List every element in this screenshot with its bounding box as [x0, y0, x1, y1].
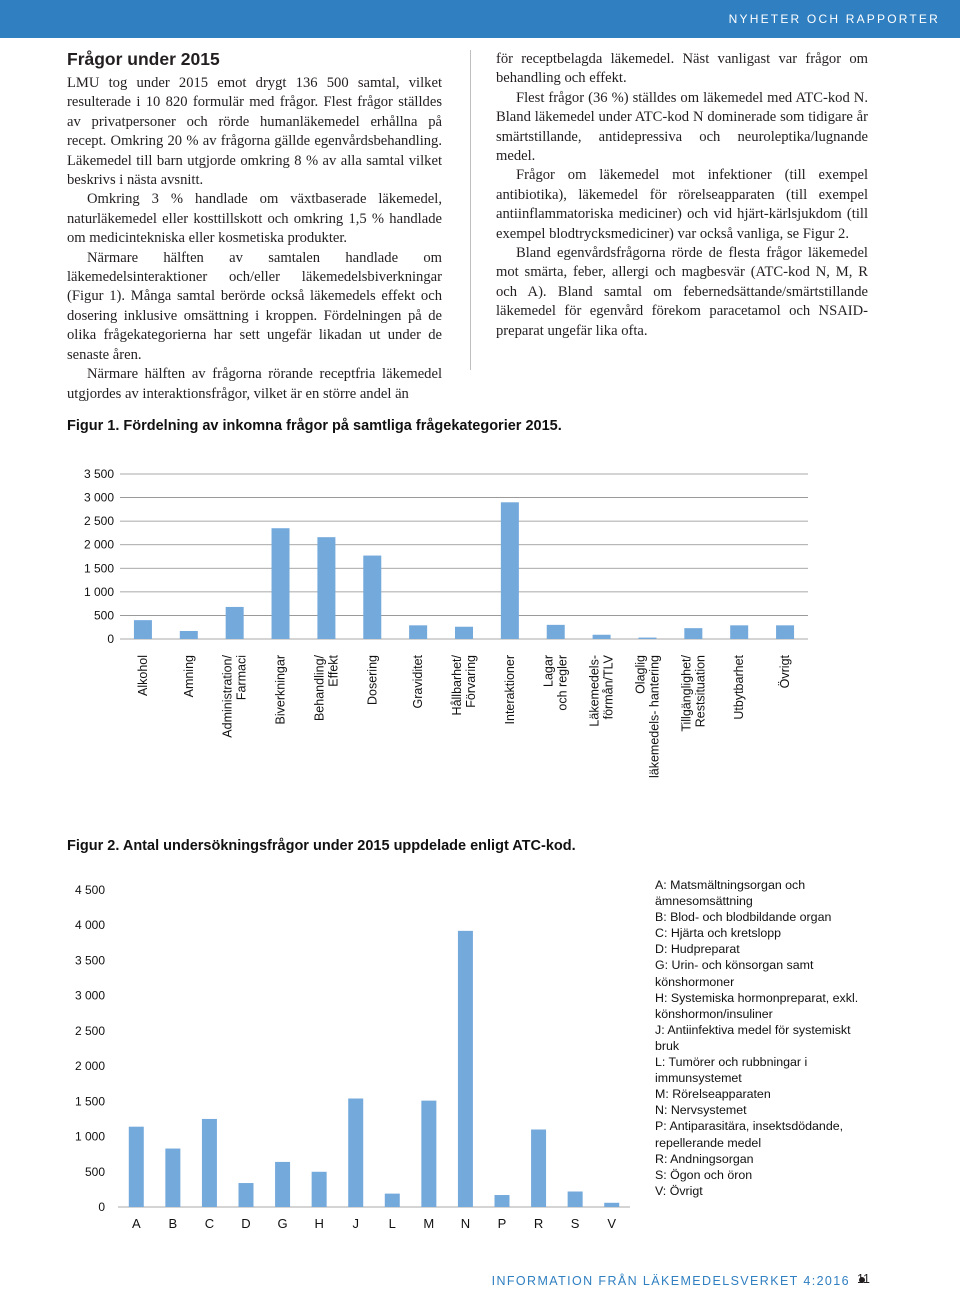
- y-tick-label: 1 500: [74, 1094, 105, 1109]
- x-tick-label-line: Övrigt: [778, 655, 793, 689]
- bar: [165, 1149, 180, 1207]
- bar: [421, 1101, 436, 1207]
- bar: [348, 1099, 363, 1207]
- x-tick-label: [588, 654, 616, 726]
- article-right-column: [496, 50, 868, 341]
- article-paragraph: Omkring 3 % handlade om växtbaserade läkemedel, naturläkemedel eller kosttillskott och omkring 1,5 % handlade om medicintekniska eller kosmetiska produkter.: [67, 191, 442, 247]
- publication-title-text: INFORMATION FRÅN LÄKEMEDELSVERKET 4:2016: [491, 1274, 850, 1288]
- x-tick-label: V: [607, 1216, 617, 1231]
- x-tick-label-line: läkemedels- hantering: [647, 655, 662, 778]
- bar: [129, 1127, 144, 1207]
- bar: [363, 556, 381, 639]
- article-paragraph: Frågor om läkemedel mot infektioner (till exempel antibiotika), läkemedel för rörelseapparaten (till exempel antiinflammatoriska mediciner) och vid hjärt-kärlsjukdom (till exempel blodtrycksmediciner) var också vanliga, se Figur 2.: [496, 167, 868, 242]
- bar: [180, 631, 198, 639]
- legend-item: A: Matsmältningsorgan och ämnesomsättning: [655, 878, 806, 909]
- y-tick-label: 500: [93, 608, 114, 623]
- legend-item: L: Tumörer och rubbningar i immunsystemet: [655, 1055, 808, 1086]
- x-tick-label: P: [497, 1216, 507, 1231]
- article-paragraph: LMU tog under 2015 emot drygt 136 500 samtal, vilket resulterade i 10 820 formulär med frågor. Flest frågor ställdes av privatpersoner och rörde humanläkemedel erhållna på recept. Omkring 20 % av frågorna gällde egenvårdsbehandling. Läkemedel till barn utgjorde omkring 8 % av alla samtal vilket beskrivs i nästa avsnitt.: [67, 75, 442, 189]
- y-tick-label: 2 000: [83, 537, 114, 552]
- x-tick-label-line: Läkemedels-: [587, 655, 602, 727]
- legend-item: H: Systemiska hormonpreparat, exkl. könshormon/insuliner: [655, 990, 859, 1021]
- x-tick-label: S: [570, 1216, 580, 1231]
- y-tick-label: 2 500: [74, 1023, 105, 1038]
- bar: [275, 1162, 290, 1207]
- y-tick-label: 3 000: [74, 988, 105, 1003]
- bar: [458, 931, 473, 1207]
- figure2-chart: [60, 880, 640, 1240]
- article-paragraph: för receptbelagda läkemedel. Näst vanligast var frågor om behandling och effekt.: [496, 51, 868, 87]
- legend-item: N: Nervsystemet: [655, 1103, 747, 1118]
- legend-item: M: Rörelseapparaten: [655, 1087, 771, 1102]
- x-tick-label-line: Restsituation: [693, 655, 708, 728]
- x-tick-label: J: [352, 1216, 359, 1231]
- x-tick-label: M: [423, 1216, 435, 1231]
- x-tick-label: H: [314, 1216, 324, 1231]
- bar: [495, 1195, 510, 1207]
- y-tick-label: 2 500: [83, 514, 114, 529]
- x-tick-label-line: Olaglig: [633, 655, 648, 694]
- y-tick-label: 0: [107, 632, 114, 646]
- figure2-legend: [655, 877, 870, 1199]
- y-tick-label: 3 500: [74, 953, 105, 968]
- y-tick-label: 4 000: [74, 918, 105, 933]
- x-tick-label-line: Utbytbarhet: [732, 655, 747, 720]
- x-tick-label-line: Behandling/: [312, 655, 327, 722]
- x-tick-label-line: Amning: [181, 655, 196, 698]
- x-tick-label-line: Dosering: [365, 655, 380, 706]
- y-tick-label: 0: [98, 1200, 105, 1214]
- y-tick-label: 1 500: [83, 561, 114, 576]
- x-tick-label: [503, 655, 517, 724]
- x-tick-label: [542, 655, 570, 711]
- bar: [226, 607, 244, 639]
- legend-item: B: Blod- och blodbildande organ: [655, 910, 832, 925]
- bar: [730, 625, 748, 639]
- footer: [0, 1268, 960, 1295]
- x-tick-label-line: Administration/: [220, 655, 235, 738]
- x-tick-label: L: [388, 1216, 396, 1231]
- x-tick-label-line: Graviditet: [411, 655, 426, 709]
- bar: [317, 537, 335, 639]
- y-tick-label: 500: [84, 1164, 105, 1179]
- y-tick-label: 1 000: [74, 1129, 105, 1144]
- x-tick-label-line: Farmaci: [234, 655, 249, 701]
- x-tick-label: [633, 655, 661, 778]
- bar: [409, 625, 427, 639]
- section-label: NYHETER OCH RAPPORTER: [728, 12, 940, 26]
- article-paragraph: Bland egenvårdsfrågorna rörde de flesta frågor läkemedel mot smärta, feber, allergi och magbesvär (ATC-kod N, M, R och A). Bland samtal om febernedsättande/smärtstillande läkemedel för egenvård förekom paracetamol och NSAID-preparat ungefär lika ofta.: [496, 245, 868, 339]
- x-tick-label: B: [168, 1216, 178, 1231]
- legend-item: P: Antiparasitära, insektsdödande, repellerande medel: [655, 1119, 844, 1150]
- bar: [501, 502, 519, 639]
- x-tick-label: [732, 654, 746, 719]
- y-tick-label: 3 500: [83, 467, 114, 481]
- x-tick-label-line: Biverkningar: [273, 655, 288, 725]
- x-tick-label-line: Lagar: [541, 655, 556, 687]
- bar: [531, 1130, 546, 1207]
- bar: [684, 628, 702, 639]
- bar: [134, 620, 152, 639]
- article-heading: Frågor under 2015: [67, 49, 220, 69]
- bar: [547, 625, 565, 639]
- y-tick-label: 3 000: [83, 490, 114, 505]
- x-tick-label: [679, 654, 707, 731]
- x-tick-label: [312, 654, 340, 721]
- figure2-title: Figur 2. Antal undersökningsfrågor under 2015 uppdelade enligt ATC-kod.: [67, 838, 576, 854]
- bar: [568, 1192, 583, 1207]
- x-tick-label-line: och regler: [555, 655, 570, 711]
- x-tick-label-line: Alkohol: [135, 655, 150, 696]
- x-tick-label-line: Tillgänglighet/: [679, 655, 694, 732]
- bar: [593, 635, 611, 639]
- bar: [385, 1194, 400, 1207]
- header-bar: [0, 0, 960, 38]
- page-number: 11: [857, 1272, 870, 1286]
- x-tick-label: [411, 654, 425, 708]
- bar: [638, 638, 656, 639]
- legend-item: S: Ögon och öron: [655, 1167, 753, 1182]
- x-tick-label-line: Hållbarhet/: [450, 655, 464, 716]
- figure1-title: Figur 1. Fördelning av inkomna frågor på samtliga frågekategorier 2015.: [67, 418, 562, 434]
- article-paragraph: Närmare hälften av samtalen handlade om läkemedelsinteraktioner och/eller läkemedelsbiverkningar (Figur 1). Många samtal berörde också läkemedels effekt och dosering inklusive omsättning i kroppen. Fördelningen på de olika frågekategorierna har sett ungefär likadan ut under de senaste åren.: [67, 249, 442, 363]
- legend-item: J: Antiinfektiva medel för systemiskt bruk: [655, 1022, 851, 1053]
- bar: [776, 625, 794, 639]
- x-tick-label-line: förmån/TLV: [601, 655, 616, 720]
- x-tick-label: [221, 654, 249, 737]
- x-tick-label: [450, 654, 478, 715]
- x-tick-label: N: [460, 1216, 471, 1231]
- bar: [455, 627, 473, 639]
- bar: [312, 1172, 327, 1207]
- legend-item: V: Övrigt: [655, 1183, 703, 1198]
- x-tick-label-line: Effekt: [326, 655, 341, 687]
- article-left-column: [67, 48, 442, 404]
- article-paragraph: Flest frågor (36 %) ställdes om läkemedel med ATC-kod N. Bland läkemedel under ATC-kod N dominerade som tidigare år smärtstillande, antidepressiva och neuroleptika/lugnande medel.: [496, 89, 868, 165]
- y-tick-label: 4 500: [74, 883, 105, 897]
- bar: [272, 528, 290, 639]
- x-tick-label: [136, 655, 150, 696]
- x-tick-label: A: [131, 1216, 141, 1231]
- x-tick-label: C: [204, 1216, 215, 1231]
- x-tick-label-line: Interaktioner: [502, 655, 517, 725]
- article-paragraph: Närmare hälften av frågorna rörande receptfria läkemedel utgjordes av interaktionsfrågor, vilket är en större andel än: [67, 366, 442, 402]
- bar: [202, 1119, 217, 1207]
- bar: [239, 1183, 254, 1207]
- x-tick-label: G: [277, 1216, 288, 1231]
- x-tick-label-line: Förvaring: [464, 655, 478, 708]
- legend-item: D: Hudpreparat: [655, 942, 740, 957]
- column-divider: [470, 50, 471, 370]
- bar: [604, 1203, 619, 1207]
- y-tick-label: 1 000: [83, 584, 114, 599]
- legend-item: C: Hjärta och kretslopp: [655, 926, 782, 941]
- legend-item: R: Andningsorgan: [655, 1151, 754, 1166]
- x-tick-label: [182, 655, 196, 697]
- x-tick-label: D: [241, 1216, 251, 1231]
- y-tick-label: 2 000: [74, 1059, 105, 1074]
- x-tick-label: [274, 655, 288, 724]
- publication-title: [492, 1272, 850, 1290]
- legend-item: G: Urin- och könsorgan samt könshormoner: [655, 958, 814, 989]
- x-tick-label: [778, 654, 792, 688]
- x-tick-label: R: [533, 1216, 544, 1231]
- x-tick-label: [365, 655, 379, 705]
